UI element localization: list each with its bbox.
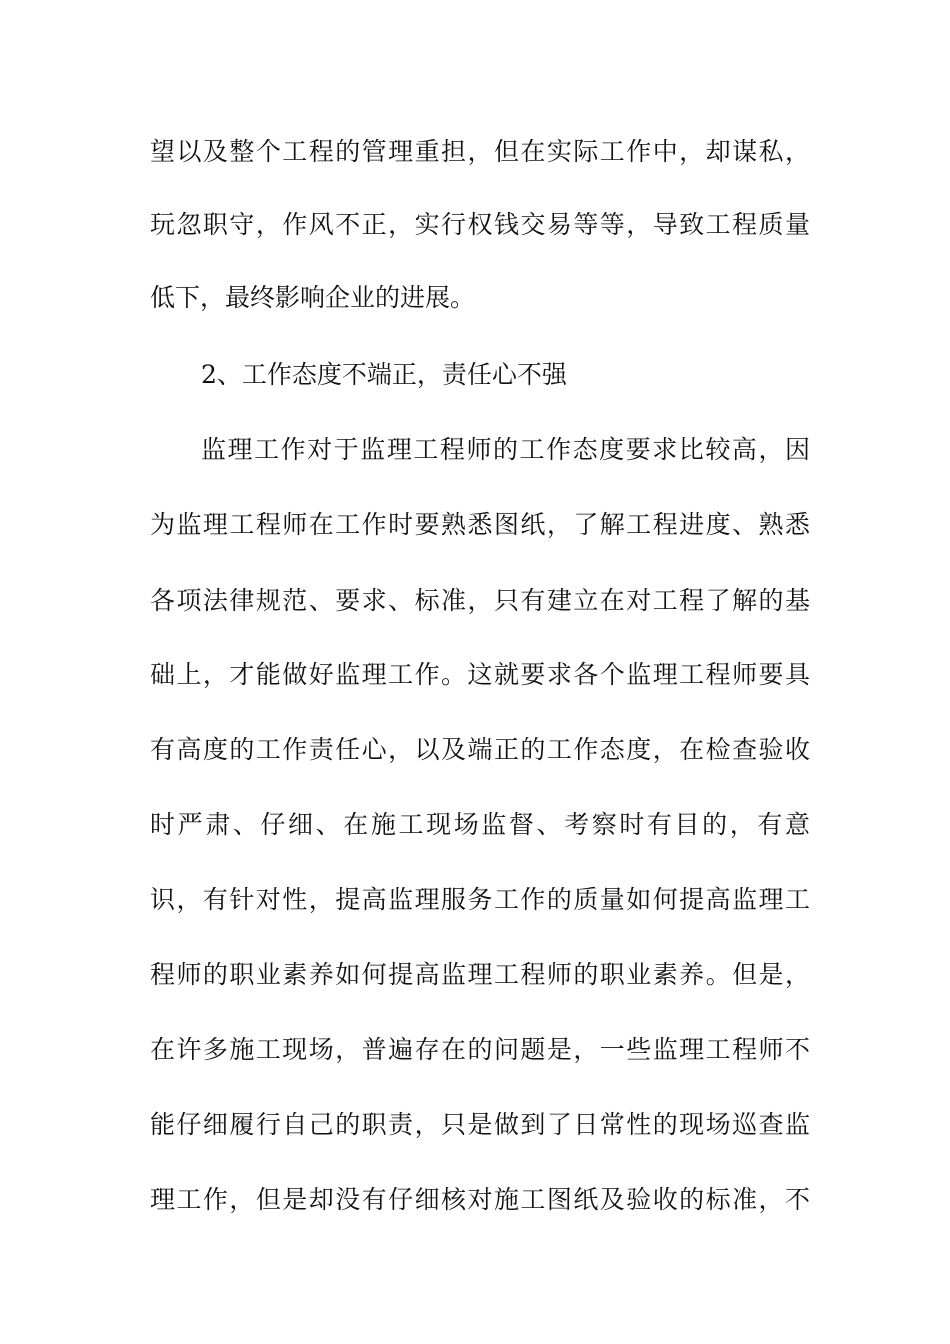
text-line: 程师的职业素养如何提高监理工程师的职业素养。但是， <box>150 960 810 989</box>
text-line: 望以及整个工程的管理重担，但在实际工作中，却谋私， <box>150 137 810 166</box>
text-line: 为监理工程师在工作时要熟悉图纸，了解工程进度、熟悉 <box>150 510 810 539</box>
text-line: 能仔细履行自己的职责，只是做到了日常性的现场巡查监 <box>150 1110 810 1139</box>
text-line: 在许多施工现场，普遍存在的问题是，一些监理工程师不 <box>150 1035 810 1064</box>
text-line: 各项法律规范、要求、标准，只有建立在对工程了解的基 <box>150 586 810 615</box>
text-line: 监理工作对于监理工程师的工作态度要求比较高，因 <box>201 435 810 464</box>
text-line: 识，有针对性，提高监理服务工作的质量如何提高监理工 <box>150 885 810 914</box>
text-line: 础上，才能做好监理工作。这就要求各个监理工程师要具 <box>150 660 810 689</box>
text-line: 有高度的工作责任心，以及端正的工作态度，在检查验收 <box>150 735 810 764</box>
text-line: 低下，最终影响企业的进展。 <box>150 283 476 312</box>
section-heading: 2、工作态度不端正，责任心不强 <box>201 360 567 389</box>
text-line: 理工作，但是却没有仔细核对施工图纸及验收的标准，不 <box>150 1185 810 1214</box>
text-line: 时严肃、仔细、在施工现场监督、考察时有目的，有意 <box>150 810 810 839</box>
text-line: 玩忽职守，作风不正，实行权钱交易等等，导致工程质量 <box>150 210 810 239</box>
